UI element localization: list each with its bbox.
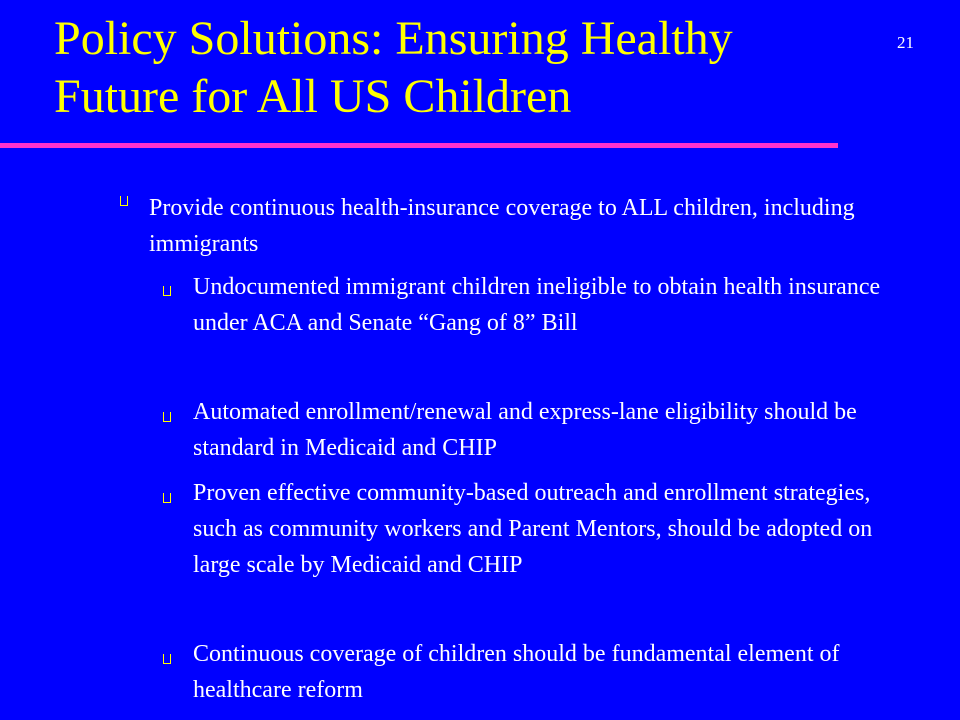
bullet-marker-icon (163, 493, 171, 503)
bullet-marker-icon (120, 196, 128, 206)
sub-bullet-item: Automated enrollment/renewal and express-lane eligibility should be standard in Medicaid and CHIP (193, 399, 857, 461)
slide-title: Policy Solutions: Ensuring Healthy Future for All US Children (54, 12, 733, 123)
sub-bullet-item: Undocumented immigrant children ineligible to obtain health insurance under ACA and Senate “Gang of 8” Bill (193, 274, 881, 336)
sub-bullet-item: Proven effective community-based outreach and enrollment strategies, such as community workers and Parent Mentors, should be adopted on large scale by Medicaid and CHIP (193, 480, 873, 578)
bullet-marker-icon (163, 654, 171, 664)
bullet-item: Provide continuous health-insurance coverage to ALL children, including immigrants (149, 195, 855, 257)
bullet-marker-icon (163, 286, 171, 296)
title-divider (0, 143, 838, 148)
slide-number: 21 (897, 33, 914, 52)
sub-bullet-item: Continuous coverage of children should be fundamental element of healthcare reform (193, 641, 840, 703)
bullet-marker-icon (163, 412, 171, 422)
